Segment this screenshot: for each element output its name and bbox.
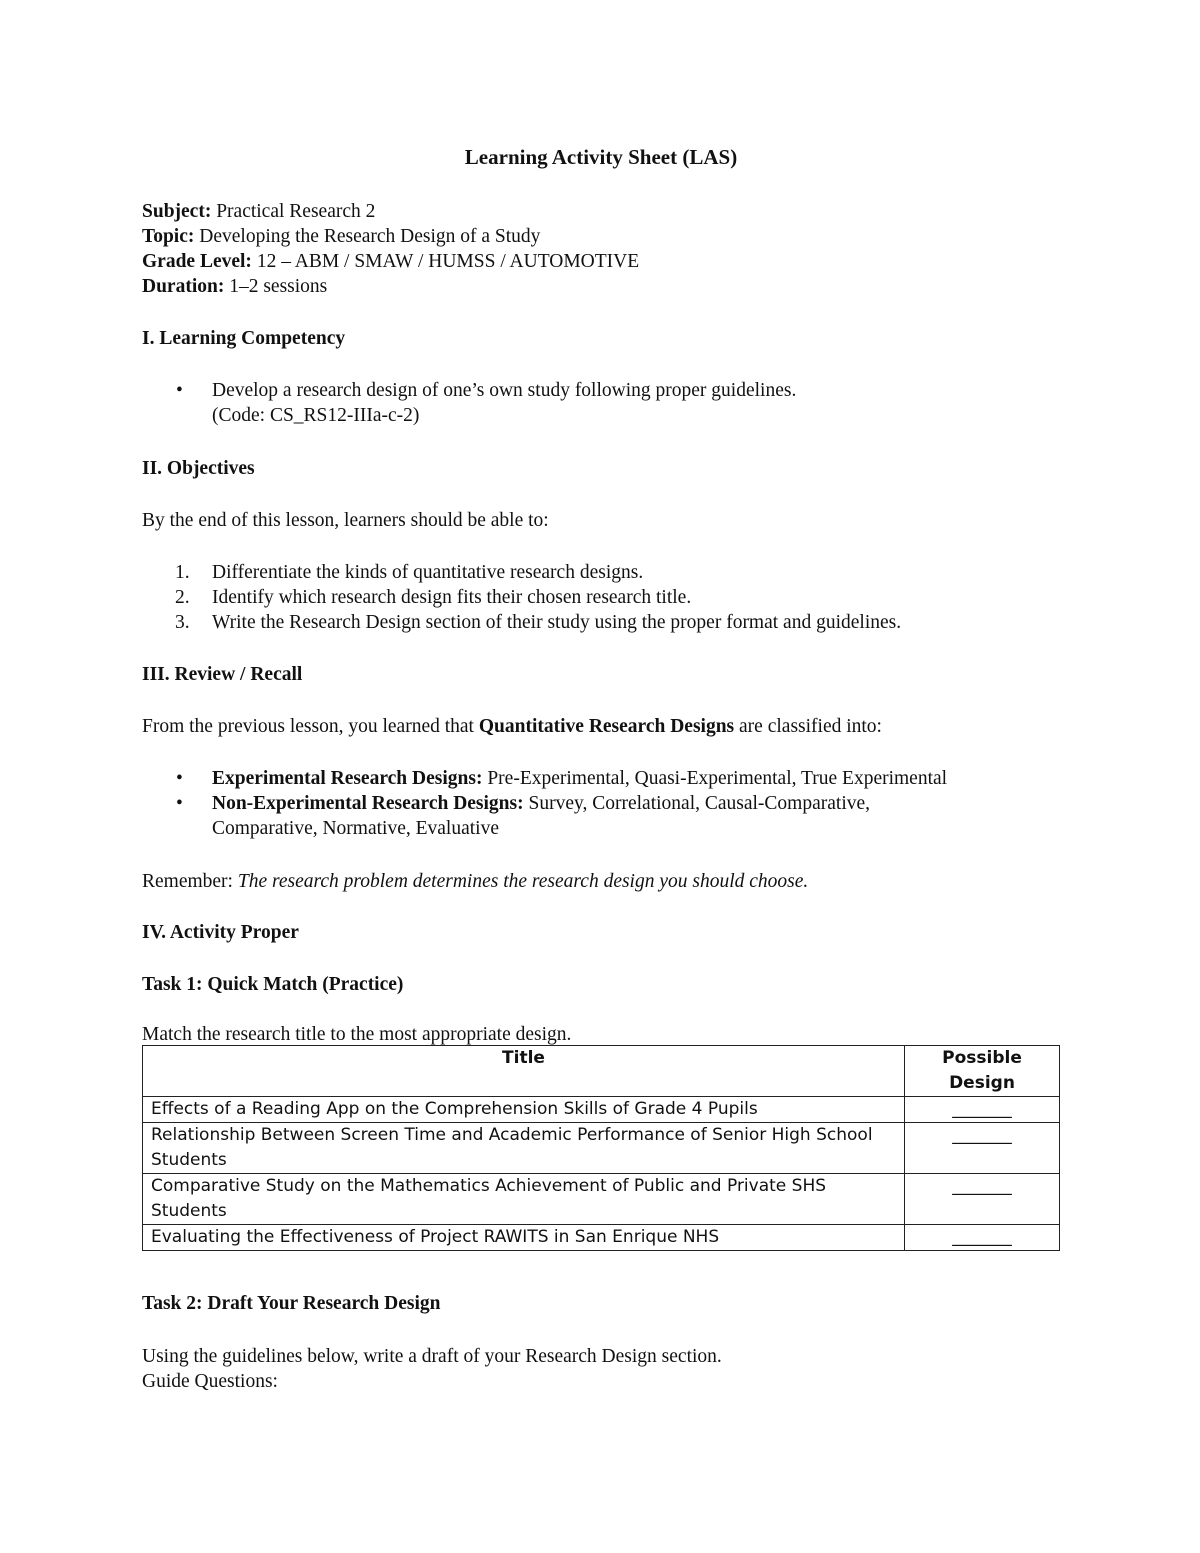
activity-heading: IV. Activity Proper — [142, 922, 299, 943]
column-header-design: Possible Design — [905, 1046, 1060, 1097]
bullet-icon: • — [176, 793, 183, 814]
page-title: Learning Activity Sheet (LAS) — [464, 145, 738, 169]
bullet-icon: • — [176, 768, 183, 789]
metadata-block — [142, 199, 639, 299]
review-intro: From the previous lesson, you learned that Quantitative Research Designs are classified into: — [142, 716, 882, 737]
grade-line: Grade Level: 12 – ABM / SMAW / HUMSS / AUTOMOTIVE — [142, 251, 640, 272]
table-row — [143, 1123, 1060, 1174]
bullet-icon: • — [176, 380, 183, 401]
task1-intro: Match the research title to the most appropriate design. — [142, 1024, 572, 1045]
table-row — [143, 1097, 1060, 1123]
table-header-row — [143, 1046, 1060, 1097]
topic-line: Topic: Developing the Research Design of a Study — [142, 226, 541, 247]
answer-blank[interactable]: _______ — [905, 1225, 1060, 1251]
table-row — [143, 1225, 1060, 1251]
answer-blank[interactable]: _______ — [905, 1123, 1060, 1174]
objectives-intro: By the end of this lesson, learners should be able to: — [142, 510, 549, 531]
column-header-title: Title — [143, 1046, 905, 1097]
row-title: Relationship Between Screen Time and Academic Performance of Senior High School Students — [143, 1123, 905, 1174]
list-item: 1. Differentiate the kinds of quantitative research designs. — [175, 562, 644, 583]
answer-blank[interactable]: _______ — [905, 1097, 1060, 1123]
duration-line: Duration: 1–2 sessions — [142, 276, 328, 297]
match-table — [142, 1045, 1060, 1251]
objectives-list — [142, 560, 901, 635]
list-item: • Experimental Research Designs: Pre-Experimental, Quasi-Experimental, True Experimental — [176, 768, 948, 789]
table-row — [143, 1174, 1060, 1225]
row-title: Evaluating the Effectiveness of Project RAWITS in San Enrique NHS — [143, 1225, 905, 1251]
row-title: Effects of a Reading App on the Comprehension Skills of Grade 4 Pupils — [143, 1097, 905, 1123]
list-item: 3. Write the Research Design section of their study using the proper format and guidelines. — [175, 612, 902, 633]
row-title: Comparative Study on the Mathematics Achievement of Public and Private SHS Students — [143, 1174, 905, 1225]
objectives-heading: II. Objectives — [142, 458, 255, 479]
task2-intro: Using the guidelines below, write a draft of your Research Design section. — [142, 1346, 722, 1367]
subject-line: Subject: Practical Research 2 — [142, 201, 376, 222]
list-item: • Non-Experimental Research Designs: Survey, Correlational, Causal-Comparative, Comparative, Normative, Evaluative — [176, 793, 871, 839]
remember-note: Remember: The research problem determines the research design you should choose. — [142, 871, 809, 892]
task1-heading: Task 1: Quick Match (Practice) — [142, 974, 404, 995]
guide-questions-label: Guide Questions: — [142, 1371, 278, 1392]
design-types-list — [142, 766, 947, 841]
list-item: • Develop a research design of one’s own study following proper guidelines. (Code: CS_RS12-IIIa-c-2) — [176, 380, 797, 426]
list-item: 2. Identify which research design fits their chosen research title. — [175, 587, 692, 608]
answer-blank[interactable]: _______ — [905, 1174, 1060, 1225]
competency-heading: I. Learning Competency — [142, 328, 346, 349]
competency-list — [142, 378, 796, 428]
review-heading: III. Review / Recall — [142, 664, 303, 685]
task2-heading: Task 2: Draft Your Research Design — [142, 1293, 441, 1314]
